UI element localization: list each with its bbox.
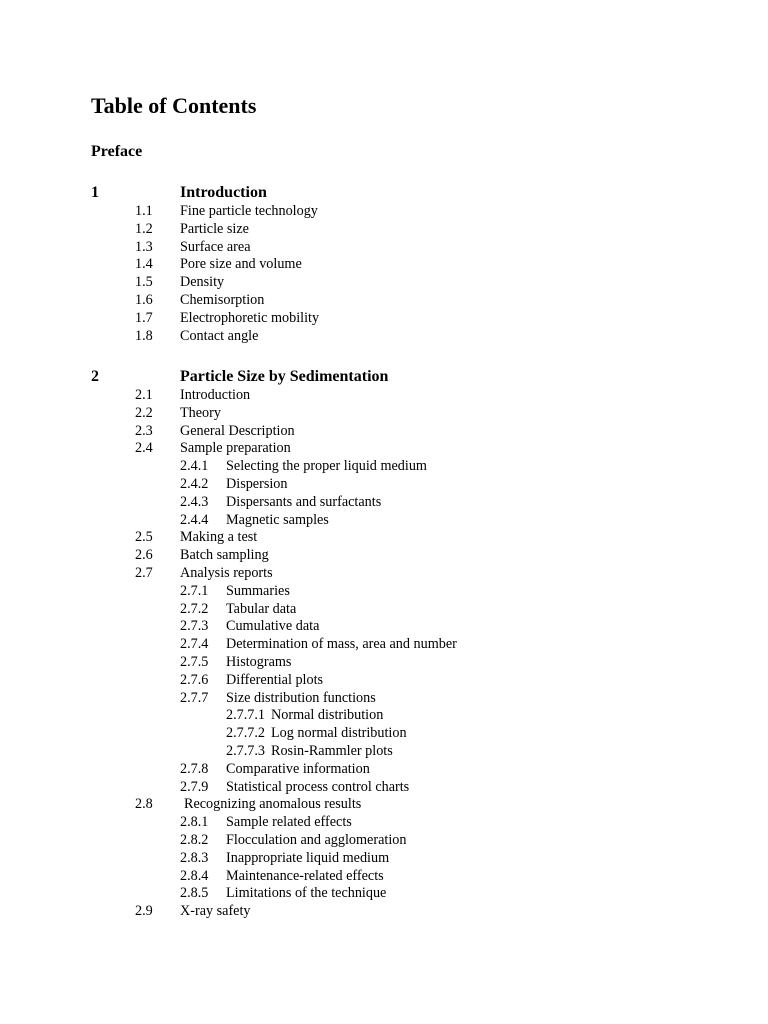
entry-title: Comparative information: [226, 760, 370, 777]
toc-entry: [0, 885, 768, 903]
entry-number: 2.7.5: [180, 653, 209, 670]
entry-title: Inappropriate liquid medium: [226, 849, 390, 866]
entry-number: 2.7.7.1: [226, 707, 266, 724]
entry-title: Differential plots: [226, 671, 324, 688]
entry-title: Magnetic samples: [226, 511, 329, 528]
toc-entry: [0, 328, 768, 346]
entry-title: Maintenance-related effects: [226, 867, 384, 884]
entry-title: Analysis reports: [180, 564, 273, 581]
entry-title: Batch sampling: [180, 547, 269, 564]
chapter-1-entries: [0, 203, 768, 345]
entry-number: 2.8.3: [180, 849, 209, 866]
entry-number: 2.8.1: [180, 814, 209, 831]
chapter-heading: [0, 183, 768, 203]
toc-entry: [0, 221, 768, 239]
toc-entry: [0, 440, 768, 458]
entry-number: 2.7.9: [180, 778, 209, 795]
entry-title: Rosin-Rammler plots: [271, 742, 393, 759]
entry-number: 2.7.1: [180, 582, 209, 599]
toc-entry: [0, 601, 768, 619]
toc-entry: [0, 476, 768, 494]
entry-number: 2.7: [135, 564, 153, 581]
entry-title: Pore size and volume: [180, 256, 302, 273]
entry-title: Dispersants and surfactants: [226, 493, 382, 510]
entry-number: 1.6: [135, 291, 153, 308]
entry-number: 1.4: [135, 256, 153, 273]
toc-entry: [0, 256, 768, 274]
toc-entry: [0, 672, 768, 690]
chapter-number: 1: [91, 184, 99, 201]
toc-entry: [0, 494, 768, 512]
entry-title: Flocculation and agglomeration: [226, 831, 407, 848]
entry-title: Dispersion: [226, 475, 288, 492]
entry-number: 1.7: [135, 309, 153, 326]
entry-number: 2.9: [135, 903, 153, 920]
entry-title: Contact angle: [180, 327, 259, 344]
entry-number: 2.7.2: [180, 600, 209, 617]
entry-title: Histograms: [226, 653, 292, 670]
chapter-heading: [0, 367, 768, 387]
entry-title: Fine particle technology: [180, 203, 318, 219]
chapter-title: Introduction: [180, 184, 267, 201]
entry-number: 2.7.6: [180, 671, 209, 688]
entry-number: 2.4.1: [180, 458, 209, 475]
toc-entry: [0, 796, 768, 814]
entry-number: 2.8: [135, 796, 153, 813]
entry-number: 2.6: [135, 547, 153, 564]
entry-number: 2.1: [135, 387, 153, 403]
toc-entry: [0, 512, 768, 530]
toc-entry: [0, 636, 768, 654]
toc-entry: [0, 310, 768, 328]
entry-title: Cumulative data: [226, 618, 320, 635]
entry-number: 2.3: [135, 422, 153, 439]
entry-number: 2.2: [135, 404, 153, 421]
toc-entry: [0, 725, 768, 743]
entry-number: 2.4.2: [180, 475, 209, 492]
chapter-2-entries: [0, 387, 768, 921]
entry-number: 2.8.5: [180, 885, 209, 902]
toc-entry: [0, 387, 768, 405]
toc-entry: [0, 850, 768, 868]
toc-entry: [0, 547, 768, 565]
toc-entry: [0, 274, 768, 292]
entry-title: Density: [180, 274, 225, 291]
entry-title: Recognizing anomalous results: [184, 796, 362, 813]
entry-number: 2.7.7.3: [226, 742, 266, 759]
toc-entry: [0, 405, 768, 423]
toc-entry: [0, 618, 768, 636]
entry-number: 1.8: [135, 327, 153, 344]
toc-entry: [0, 743, 768, 761]
entry-title: Normal distribution: [271, 707, 384, 724]
entry-title: Selecting the proper liquid medium: [226, 458, 427, 475]
preface-heading: Preface: [91, 143, 143, 160]
toc-entry: [0, 292, 768, 310]
entry-number: 2.7.7: [180, 689, 209, 706]
entry-title: Surface area: [180, 238, 251, 255]
entry-number: 2.7.8: [180, 760, 209, 777]
toc-entry: [0, 203, 768, 221]
entry-title: Limitations of the technique: [226, 885, 387, 902]
entry-number: 1.5: [135, 274, 153, 291]
entry-title: Sample preparation: [180, 440, 291, 457]
toc-entry: [0, 761, 768, 779]
entry-title: Sample related effects: [226, 814, 352, 831]
entry-title: Particle size: [180, 220, 249, 237]
entry-number: 2.4.3: [180, 493, 209, 510]
toc-entry: [0, 423, 768, 441]
entry-title: Statistical process control charts: [226, 778, 410, 795]
toc-entry: [0, 779, 768, 797]
toc-entry: [0, 868, 768, 886]
toc-entry: [0, 903, 768, 921]
entry-title: Tabular data: [226, 600, 297, 617]
entry-number: 2.5: [135, 529, 153, 546]
entry-title: X-ray safety: [180, 903, 251, 920]
entry-title: Summaries: [226, 582, 290, 599]
entry-number: 2.8.4: [180, 867, 209, 884]
entry-number: 2.4: [135, 440, 153, 457]
toc-entry: [0, 239, 768, 257]
entry-title: Determination of mass, area and number: [226, 636, 457, 653]
chapter-title: Particle Size by Sedimentation: [180, 368, 389, 385]
entry-number: 2.7.3: [180, 618, 209, 635]
entry-title: Size distribution functions: [226, 689, 376, 706]
entry-number: 2.7.7.2: [226, 725, 266, 742]
entry-number: 1.2: [135, 220, 153, 237]
entry-number: 2.7.4: [180, 636, 209, 653]
chapter-number: 2: [91, 368, 99, 385]
entry-title: Electrophoretic mobility: [180, 309, 320, 326]
toc-entry: [0, 565, 768, 583]
entry-title: General Description: [180, 422, 295, 439]
entry-title: Introduction: [180, 387, 251, 403]
toc-entry: [0, 654, 768, 672]
entry-number: 1.3: [135, 238, 153, 255]
toc-entry: [0, 814, 768, 832]
toc-entry: [0, 529, 768, 547]
toc-entry: [0, 458, 768, 476]
entry-title: Making a test: [180, 529, 258, 546]
page-title: Table of Contents: [91, 93, 257, 118]
entry-number: 2.8.2: [180, 831, 209, 848]
toc-entry: [0, 690, 768, 708]
entry-number: 1.1: [135, 203, 153, 219]
toc-entry: [0, 832, 768, 850]
entry-number: 2.4.4: [180, 511, 209, 528]
entry-title: Log normal distribution: [271, 725, 407, 742]
entry-title: Chemisorption: [180, 291, 265, 308]
toc-entry: [0, 707, 768, 725]
entry-title: Theory: [180, 404, 221, 421]
toc-entry: [0, 583, 768, 601]
